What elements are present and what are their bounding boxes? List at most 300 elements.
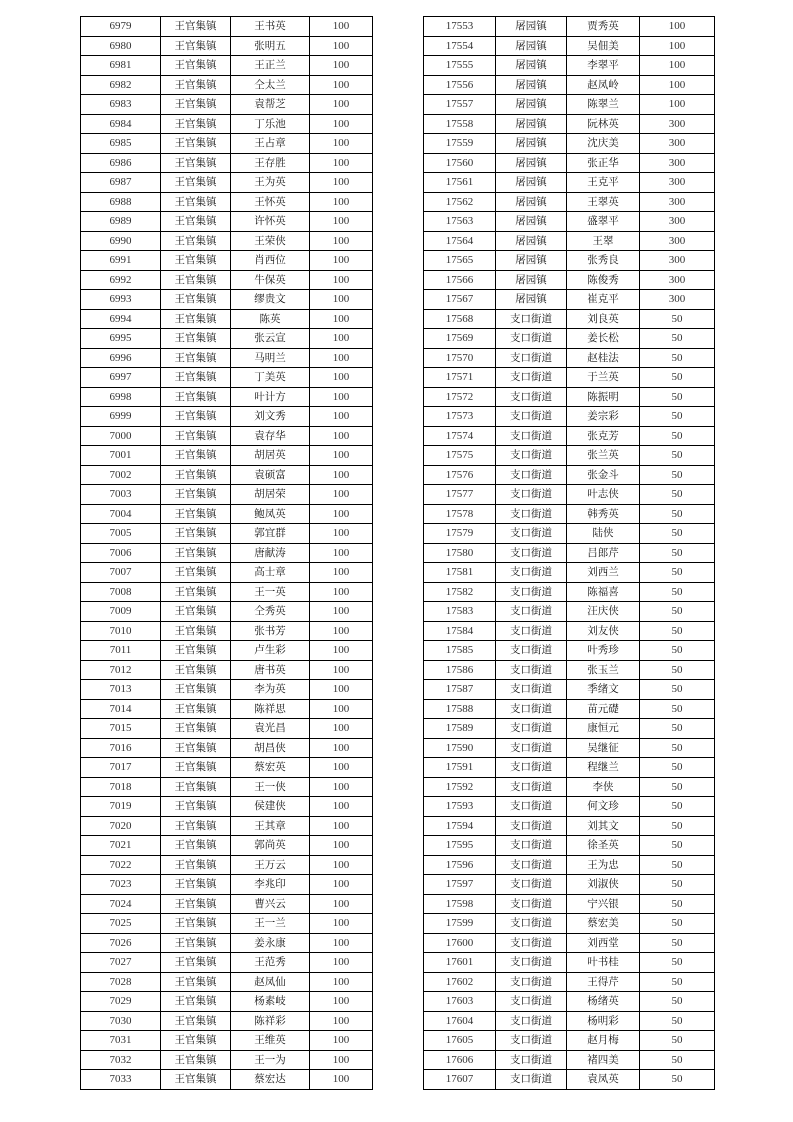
town-cell: 屠园镇 — [496, 251, 567, 271]
town-cell: 王官集镇 — [161, 855, 231, 875]
serial-number-cell: 7026 — [81, 933, 161, 953]
name-cell: 赵凤岭 — [567, 75, 640, 95]
amount-cell: 50 — [640, 680, 715, 700]
serial-number-cell: 17606 — [424, 1050, 496, 1070]
amount-cell: 50 — [640, 836, 715, 856]
roster-table-right — [423, 16, 715, 1090]
amount-cell: 50 — [640, 387, 715, 407]
town-cell: 王官集镇 — [161, 972, 231, 992]
town-cell: 支口街道 — [496, 933, 567, 953]
serial-number-cell: 7029 — [81, 992, 161, 1012]
table-row — [81, 738, 373, 758]
serial-number-cell: 17558 — [424, 114, 496, 134]
table-row — [424, 309, 715, 329]
amount-cell: 100 — [310, 231, 373, 251]
roster-table-right-body — [424, 17, 715, 1090]
serial-number-cell: 17584 — [424, 621, 496, 641]
name-cell: 袁凤英 — [567, 1070, 640, 1090]
table-row — [81, 17, 373, 37]
town-cell: 王官集镇 — [161, 36, 231, 56]
town-cell: 王官集镇 — [161, 329, 231, 349]
town-cell: 王官集镇 — [161, 192, 231, 212]
town-cell: 屠园镇 — [496, 231, 567, 251]
serial-number-cell: 17588 — [424, 699, 496, 719]
serial-number-cell: 17554 — [424, 36, 496, 56]
name-cell: 王翠 — [567, 231, 640, 251]
town-cell: 王官集镇 — [161, 953, 231, 973]
amount-cell: 300 — [640, 290, 715, 310]
serial-number-cell: 17600 — [424, 933, 496, 953]
name-cell: 侯建侠 — [231, 797, 310, 817]
table-row — [81, 387, 373, 407]
town-cell: 王官集镇 — [161, 309, 231, 329]
table-row — [424, 504, 715, 524]
table-row — [424, 485, 715, 505]
serial-number-cell: 6993 — [81, 290, 161, 310]
table-row — [81, 36, 373, 56]
town-cell: 支口街道 — [496, 426, 567, 446]
table-row — [424, 407, 715, 427]
table-row — [424, 368, 715, 388]
town-cell: 支口街道 — [496, 660, 567, 680]
serial-number-cell: 7017 — [81, 758, 161, 778]
amount-cell: 50 — [640, 563, 715, 583]
amount-cell: 100 — [310, 972, 373, 992]
name-cell: 袁存华 — [231, 426, 310, 446]
name-cell: 王一为 — [231, 1050, 310, 1070]
amount-cell: 100 — [310, 134, 373, 154]
serial-number-cell: 7007 — [81, 563, 161, 583]
table-row — [424, 134, 715, 154]
table-row — [424, 36, 715, 56]
serial-number-cell: 17556 — [424, 75, 496, 95]
town-cell: 王官集镇 — [161, 1050, 231, 1070]
town-cell: 王官集镇 — [161, 621, 231, 641]
town-cell: 王官集镇 — [161, 485, 231, 505]
name-cell: 陈翠兰 — [567, 95, 640, 115]
amount-cell: 100 — [640, 36, 715, 56]
table-row — [81, 95, 373, 115]
amount-cell: 300 — [640, 134, 715, 154]
serial-number-cell: 17576 — [424, 465, 496, 485]
serial-number-cell: 6994 — [81, 309, 161, 329]
name-cell: 刘淑侠 — [567, 875, 640, 895]
name-cell: 王一兰 — [231, 914, 310, 934]
table-row — [81, 582, 373, 602]
serial-number-cell: 6999 — [81, 407, 161, 427]
amount-cell: 50 — [640, 914, 715, 934]
name-cell: 姜永康 — [231, 933, 310, 953]
table-row — [81, 641, 373, 661]
town-cell: 王官集镇 — [161, 407, 231, 427]
town-cell: 王官集镇 — [161, 173, 231, 193]
amount-cell: 50 — [640, 368, 715, 388]
name-cell: 陈英 — [231, 309, 310, 329]
serial-number-cell: 17591 — [424, 758, 496, 778]
town-cell: 支口街道 — [496, 719, 567, 739]
amount-cell: 50 — [640, 699, 715, 719]
name-cell: 仝太兰 — [231, 75, 310, 95]
amount-cell: 50 — [640, 660, 715, 680]
table-row — [81, 134, 373, 154]
amount-cell: 100 — [310, 465, 373, 485]
name-cell: 王荣侠 — [231, 231, 310, 251]
serial-number-cell: 7004 — [81, 504, 161, 524]
serial-number-cell: 17562 — [424, 192, 496, 212]
serial-number-cell: 17590 — [424, 738, 496, 758]
name-cell: 李为英 — [231, 680, 310, 700]
amount-cell: 100 — [310, 348, 373, 368]
town-cell: 王官集镇 — [161, 914, 231, 934]
table-row — [424, 270, 715, 290]
town-cell: 王官集镇 — [161, 738, 231, 758]
amount-cell: 50 — [640, 543, 715, 563]
table-row — [81, 992, 373, 1012]
table-row — [424, 992, 715, 1012]
town-cell: 王官集镇 — [161, 387, 231, 407]
table-row — [81, 660, 373, 680]
amount-cell: 100 — [310, 504, 373, 524]
serial-number-cell: 7001 — [81, 446, 161, 466]
amount-cell: 50 — [640, 524, 715, 544]
town-cell: 王官集镇 — [161, 426, 231, 446]
amount-cell: 100 — [640, 56, 715, 76]
town-cell: 王官集镇 — [161, 1070, 231, 1090]
table-row — [424, 524, 715, 544]
town-cell: 王官集镇 — [161, 446, 231, 466]
serial-number-cell: 7021 — [81, 836, 161, 856]
name-cell: 苗元礎 — [567, 699, 640, 719]
amount-cell: 100 — [310, 329, 373, 349]
town-cell: 支口街道 — [496, 309, 567, 329]
table-row — [424, 602, 715, 622]
table-row — [424, 1031, 715, 1051]
name-cell: 沈庆美 — [567, 134, 640, 154]
serial-number-cell: 7027 — [81, 953, 161, 973]
table-row — [81, 914, 373, 934]
name-cell: 鲍凤英 — [231, 504, 310, 524]
table-row — [424, 621, 715, 641]
serial-number-cell: 17571 — [424, 368, 496, 388]
table-row — [424, 348, 715, 368]
amount-cell: 100 — [640, 95, 715, 115]
town-cell: 王官集镇 — [161, 290, 231, 310]
name-cell: 王维英 — [231, 1031, 310, 1051]
amount-cell: 50 — [640, 972, 715, 992]
town-cell: 屠园镇 — [496, 290, 567, 310]
table-row — [424, 894, 715, 914]
town-cell: 王官集镇 — [161, 758, 231, 778]
amount-cell: 100 — [310, 485, 373, 505]
name-cell: 吴佃美 — [567, 36, 640, 56]
amount-cell: 100 — [310, 251, 373, 271]
roster-table-left-body — [81, 17, 373, 1090]
name-cell: 王存胜 — [231, 153, 310, 173]
table-row — [81, 368, 373, 388]
town-cell: 王官集镇 — [161, 563, 231, 583]
amount-cell: 300 — [640, 251, 715, 271]
amount-cell: 100 — [310, 758, 373, 778]
serial-number-cell: 17605 — [424, 1031, 496, 1051]
serial-number-cell: 17574 — [424, 426, 496, 446]
serial-number-cell: 7009 — [81, 602, 161, 622]
table-row — [81, 212, 373, 232]
serial-number-cell: 6986 — [81, 153, 161, 173]
town-cell: 王官集镇 — [161, 816, 231, 836]
serial-number-cell: 17583 — [424, 602, 496, 622]
table-row — [424, 153, 715, 173]
serial-number-cell: 6982 — [81, 75, 161, 95]
serial-number-cell: 17599 — [424, 914, 496, 934]
table-row — [81, 1050, 373, 1070]
town-cell: 支口街道 — [496, 485, 567, 505]
table-row — [81, 56, 373, 76]
serial-number-cell: 7002 — [81, 465, 161, 485]
amount-cell: 50 — [640, 777, 715, 797]
table-row — [424, 738, 715, 758]
name-cell: 何文珍 — [567, 797, 640, 817]
amount-cell: 100 — [310, 933, 373, 953]
amount-cell: 50 — [640, 758, 715, 778]
serial-number-cell: 7019 — [81, 797, 161, 817]
town-cell: 王官集镇 — [161, 933, 231, 953]
name-cell: 韩秀英 — [567, 504, 640, 524]
amount-cell: 100 — [310, 192, 373, 212]
town-cell: 王官集镇 — [161, 836, 231, 856]
table-row — [81, 426, 373, 446]
serial-number-cell: 6987 — [81, 173, 161, 193]
table-row — [424, 797, 715, 817]
town-cell: 支口街道 — [496, 641, 567, 661]
town-cell: 支口街道 — [496, 855, 567, 875]
town-cell: 王官集镇 — [161, 231, 231, 251]
table-row — [424, 1070, 715, 1090]
town-cell: 王官集镇 — [161, 894, 231, 914]
table-row — [424, 114, 715, 134]
town-cell: 支口街道 — [496, 621, 567, 641]
town-cell: 王官集镇 — [161, 777, 231, 797]
serial-number-cell: 6995 — [81, 329, 161, 349]
name-cell: 郭尚英 — [231, 836, 310, 856]
name-cell: 吕郎芹 — [567, 543, 640, 563]
table-row — [424, 426, 715, 446]
amount-cell: 100 — [310, 153, 373, 173]
town-cell: 支口街道 — [496, 1031, 567, 1051]
town-cell: 王官集镇 — [161, 465, 231, 485]
table-row — [424, 192, 715, 212]
amount-cell: 100 — [310, 641, 373, 661]
serial-number-cell: 6989 — [81, 212, 161, 232]
name-cell: 陈振明 — [567, 387, 640, 407]
name-cell: 季绪文 — [567, 680, 640, 700]
serial-number-cell: 7005 — [81, 524, 161, 544]
serial-number-cell: 7030 — [81, 1011, 161, 1031]
town-cell: 王官集镇 — [161, 270, 231, 290]
amount-cell: 100 — [310, 914, 373, 934]
name-cell: 杨素岐 — [231, 992, 310, 1012]
name-cell: 杨明彩 — [567, 1011, 640, 1031]
name-cell: 刘文秀 — [231, 407, 310, 427]
serial-number-cell: 7000 — [81, 426, 161, 446]
town-cell: 支口街道 — [496, 1050, 567, 1070]
serial-number-cell: 7006 — [81, 543, 161, 563]
name-cell: 贾秀英 — [567, 17, 640, 37]
name-cell: 李兆印 — [231, 875, 310, 895]
serial-number-cell: 17559 — [424, 134, 496, 154]
table-row — [81, 816, 373, 836]
serial-number-cell: 6996 — [81, 348, 161, 368]
amount-cell: 50 — [640, 348, 715, 368]
town-cell: 王官集镇 — [161, 56, 231, 76]
town-cell: 支口街道 — [496, 777, 567, 797]
amount-cell: 100 — [310, 56, 373, 76]
town-cell: 支口街道 — [496, 699, 567, 719]
table-row — [81, 953, 373, 973]
serial-number-cell: 7011 — [81, 641, 161, 661]
amount-cell: 100 — [310, 621, 373, 641]
town-cell: 王官集镇 — [161, 641, 231, 661]
name-cell: 蔡宏达 — [231, 1070, 310, 1090]
amount-cell: 50 — [640, 992, 715, 1012]
town-cell: 王官集镇 — [161, 543, 231, 563]
serial-number-cell: 7008 — [81, 582, 161, 602]
town-cell: 屠园镇 — [496, 173, 567, 193]
table-row — [81, 1031, 373, 1051]
town-cell: 支口街道 — [496, 875, 567, 895]
name-cell: 王范秀 — [231, 953, 310, 973]
table-row — [424, 290, 715, 310]
serial-number-cell: 7025 — [81, 914, 161, 934]
town-cell: 王官集镇 — [161, 699, 231, 719]
name-cell: 张秀良 — [567, 251, 640, 271]
name-cell: 郭宜群 — [231, 524, 310, 544]
serial-number-cell: 17586 — [424, 660, 496, 680]
table-row — [424, 680, 715, 700]
serial-number-cell: 6992 — [81, 270, 161, 290]
town-cell: 支口街道 — [496, 446, 567, 466]
amount-cell: 100 — [310, 368, 373, 388]
town-cell: 支口街道 — [496, 368, 567, 388]
name-cell: 许怀英 — [231, 212, 310, 232]
amount-cell: 300 — [640, 270, 715, 290]
town-cell: 支口街道 — [496, 992, 567, 1012]
amount-cell: 100 — [310, 836, 373, 856]
table-row — [81, 855, 373, 875]
name-cell: 张明五 — [231, 36, 310, 56]
name-cell: 缪贵文 — [231, 290, 310, 310]
town-cell: 王官集镇 — [161, 797, 231, 817]
serial-number-cell: 17565 — [424, 251, 496, 271]
table-row — [81, 504, 373, 524]
table-row — [424, 660, 715, 680]
serial-number-cell: 17587 — [424, 680, 496, 700]
serial-number-cell: 17601 — [424, 953, 496, 973]
serial-number-cell: 17579 — [424, 524, 496, 544]
town-cell: 支口街道 — [496, 329, 567, 349]
name-cell: 叶志侠 — [567, 485, 640, 505]
town-cell: 支口街道 — [496, 758, 567, 778]
town-cell: 王官集镇 — [161, 95, 231, 115]
town-cell: 王官集镇 — [161, 582, 231, 602]
name-cell: 牛保英 — [231, 270, 310, 290]
amount-cell: 100 — [310, 875, 373, 895]
amount-cell: 50 — [640, 641, 715, 661]
town-cell: 王官集镇 — [161, 134, 231, 154]
serial-number-cell: 7013 — [81, 680, 161, 700]
name-cell: 姜宗彩 — [567, 407, 640, 427]
amount-cell: 100 — [310, 1011, 373, 1031]
name-cell: 刘友侠 — [567, 621, 640, 641]
table-row — [81, 485, 373, 505]
town-cell: 支口街道 — [496, 953, 567, 973]
town-cell: 支口街道 — [496, 836, 567, 856]
town-cell: 屠园镇 — [496, 75, 567, 95]
amount-cell: 100 — [310, 524, 373, 544]
table-row — [424, 56, 715, 76]
town-cell: 屠园镇 — [496, 56, 567, 76]
serial-number-cell: 6980 — [81, 36, 161, 56]
serial-number-cell: 6985 — [81, 134, 161, 154]
name-cell: 王怀英 — [231, 192, 310, 212]
table-row — [81, 75, 373, 95]
table-row — [81, 699, 373, 719]
name-cell: 王万云 — [231, 855, 310, 875]
name-cell: 宁兴银 — [567, 894, 640, 914]
amount-cell: 300 — [640, 192, 715, 212]
table-row — [424, 641, 715, 661]
town-cell: 屠园镇 — [496, 36, 567, 56]
serial-number-cell: 17585 — [424, 641, 496, 661]
amount-cell: 50 — [640, 465, 715, 485]
amount-cell: 100 — [310, 290, 373, 310]
name-cell: 阮林英 — [567, 114, 640, 134]
amount-cell: 100 — [310, 270, 373, 290]
table-row — [424, 75, 715, 95]
serial-number-cell: 7022 — [81, 855, 161, 875]
amount-cell: 100 — [310, 777, 373, 797]
table-row — [424, 329, 715, 349]
name-cell: 崔克平 — [567, 290, 640, 310]
table-row — [81, 836, 373, 856]
serial-number-cell: 17575 — [424, 446, 496, 466]
amount-cell: 300 — [640, 114, 715, 134]
table-row — [81, 563, 373, 583]
amount-cell: 50 — [640, 875, 715, 895]
serial-number-cell: 6984 — [81, 114, 161, 134]
town-cell: 屠园镇 — [496, 134, 567, 154]
amount-cell: 50 — [640, 894, 715, 914]
table-row — [424, 836, 715, 856]
table-row — [81, 543, 373, 563]
name-cell: 王其章 — [231, 816, 310, 836]
town-cell: 王官集镇 — [161, 524, 231, 544]
town-cell: 支口街道 — [496, 1070, 567, 1090]
amount-cell: 50 — [640, 426, 715, 446]
amount-cell: 50 — [640, 719, 715, 739]
town-cell: 王官集镇 — [161, 992, 231, 1012]
serial-number-cell: 6990 — [81, 231, 161, 251]
town-cell: 支口街道 — [496, 348, 567, 368]
name-cell: 仝秀英 — [231, 602, 310, 622]
name-cell: 王为英 — [231, 173, 310, 193]
serial-number-cell: 7033 — [81, 1070, 161, 1090]
serial-number-cell: 17602 — [424, 972, 496, 992]
name-cell: 赵月梅 — [567, 1031, 640, 1051]
name-cell: 李翠平 — [567, 56, 640, 76]
amount-cell: 300 — [640, 153, 715, 173]
table-row — [81, 192, 373, 212]
serial-number-cell: 17596 — [424, 855, 496, 875]
